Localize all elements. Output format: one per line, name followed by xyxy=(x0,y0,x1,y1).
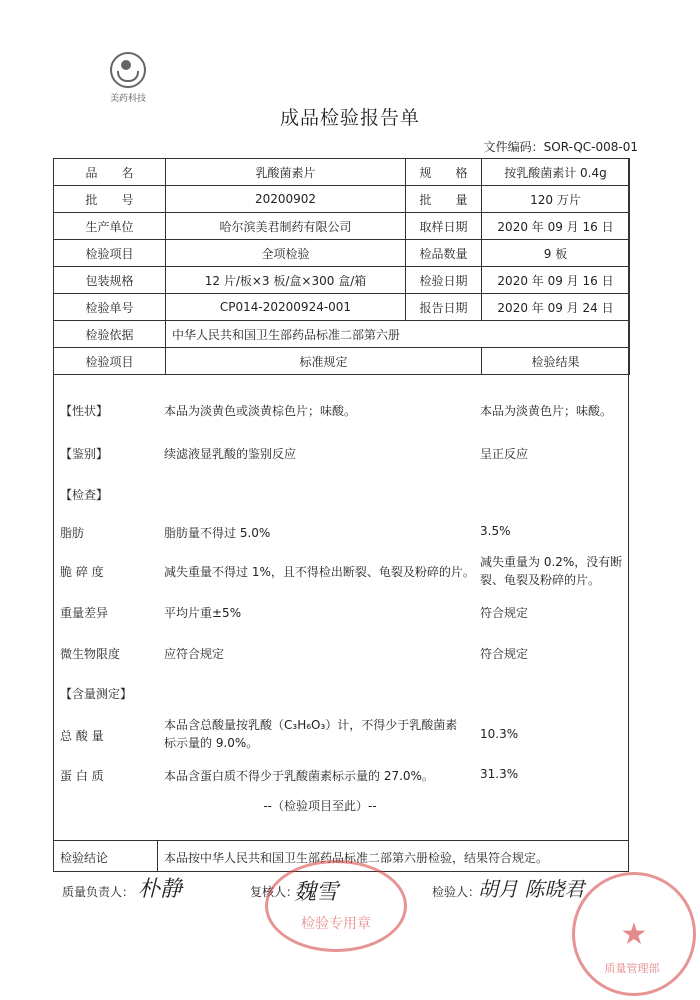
document-title: 成品检验报告单 xyxy=(279,107,420,129)
conclusion-label: 检验结论 xyxy=(60,851,109,865)
review-signature: 魏雪 xyxy=(294,880,339,905)
qa-signature: 朴静 xyxy=(138,877,183,902)
conclusion-divider xyxy=(53,840,629,841)
item-name: 【鉴别】 xyxy=(60,447,109,461)
item-standard: 本品含总酸量按乳酸（C₃H₆O₃）计，不得少于乳酸菌素标示量的 9.0%。 xyxy=(164,718,458,750)
value-name: 乳酸菌素片 xyxy=(166,159,406,186)
item-name: 蛋 白 质 xyxy=(60,769,104,783)
item-standard: 本品含蛋白质不得少于乳酸菌素标示量的 27.0%。 xyxy=(164,769,434,783)
table-row xyxy=(54,213,630,240)
item-name: 微生物限度 xyxy=(60,647,121,661)
table-row xyxy=(54,267,630,294)
item-result: 3.5% xyxy=(480,524,511,538)
item-standard: 本品为淡黄色或淡黄棕色片；味酸。 xyxy=(164,404,357,418)
qa-label: 质量负责人： xyxy=(62,885,135,899)
item-result: 呈正反应 xyxy=(480,447,529,461)
item-standard: 平均片重±5% xyxy=(164,606,242,620)
item-result: 10.3% xyxy=(480,727,519,741)
label-sample-count: 检品数量 xyxy=(406,240,482,267)
label-quantity: 批 量 xyxy=(406,186,482,213)
item-name: 重量差异 xyxy=(60,606,109,620)
review-label: 复核人： xyxy=(250,885,299,899)
label-test-item: 检验项目 xyxy=(54,240,166,267)
table-row xyxy=(54,294,630,321)
value-test-item: 全项检验 xyxy=(166,240,406,267)
label-spec: 规 格 xyxy=(406,159,482,186)
star-icon: ★ xyxy=(620,916,648,952)
value-sample-count: 9 板 xyxy=(482,240,630,267)
logo-text: 美药科技 xyxy=(109,94,146,104)
value-report-no: CP014-20200924-001 xyxy=(166,294,406,321)
item-name: 脂肪 xyxy=(60,526,85,540)
label-name: 品 名 xyxy=(54,159,166,186)
item-result: 本品为淡黄色片；味酸。 xyxy=(480,404,613,418)
stamp-text: 检验专用章 xyxy=(301,916,371,932)
item-standard: 续滤液显乳酸的鉴别反应 xyxy=(164,447,297,461)
item-standard: 应符合规定 xyxy=(164,647,225,661)
value-sampling-date: 2020 年 09 月 16 日 xyxy=(482,213,630,240)
table-row xyxy=(54,186,630,213)
logo-mark-icon xyxy=(110,52,146,88)
table-row xyxy=(54,159,630,186)
file-number: 文件编码：SOR-QC-008-01 xyxy=(483,140,638,154)
company-stamp xyxy=(572,872,696,996)
value-batch: 20200902 xyxy=(166,186,406,213)
col-header-standard: 标准规定 xyxy=(166,348,482,375)
conclusion-col-divider xyxy=(157,840,158,872)
value-manufacturer: 哈尔滨美君制药有限公司 xyxy=(166,213,406,240)
label-basis: 检验依据 xyxy=(54,321,166,348)
value-packaging: 12 片/板×3 板/盒×300 盒/箱 xyxy=(166,267,406,294)
label-packaging: 包装规格 xyxy=(54,267,166,294)
label-sampling-date: 取样日期 xyxy=(406,213,482,240)
end-note: --（检验项目至此）-- xyxy=(263,799,377,813)
value-basis: 中华人民共和国卫生部药品标准二部第六册 xyxy=(166,321,630,348)
label-report-no: 检验单号 xyxy=(54,294,166,321)
table-row xyxy=(54,348,630,375)
item-result: 31.3% xyxy=(480,767,519,781)
item-name: 脆 碎 度 xyxy=(60,565,104,579)
inspect-label: 检验人： xyxy=(432,885,481,899)
item-result: 符合规定 xyxy=(480,606,529,620)
header-table xyxy=(53,158,630,375)
item-result: 符合规定 xyxy=(480,647,529,661)
conclusion-value: 本品按中华人民共和国卫生部药品标准二部第六册检验，结果符合规定。 xyxy=(164,851,549,865)
company-logo xyxy=(104,52,152,104)
label-batch: 批 号 xyxy=(54,186,166,213)
table-row xyxy=(54,240,630,267)
col-header-item: 检验项目 xyxy=(54,348,166,375)
label-report-date: 报告日期 xyxy=(406,294,482,321)
item-standard: 减失重量不得过 1%，且不得检出断裂、龟裂及粉碎的片。 xyxy=(164,565,475,579)
label-manufacturer: 生产单位 xyxy=(54,213,166,240)
section-heading: 【含量测定】 xyxy=(60,687,133,701)
section-heading: 【检查】 xyxy=(60,488,109,502)
item-standard: 脂肪量不得过 5.0% xyxy=(164,526,271,540)
company-stamp-text: 质量管理部 xyxy=(604,962,660,975)
label-test-date: 检验日期 xyxy=(406,267,482,294)
col-header-result: 检验结果 xyxy=(482,348,630,375)
inspect-signature: 胡月 陈晓君 xyxy=(478,877,585,901)
inspection-stamp xyxy=(265,860,407,952)
value-test-date: 2020 年 09 月 16 日 xyxy=(482,267,630,294)
table-row xyxy=(54,321,630,348)
item-result: 减失重量为 0.2%，没有断裂、龟裂及粉碎的片。 xyxy=(480,555,623,587)
value-quantity: 120 万片 xyxy=(482,186,630,213)
value-spec: 按乳酸菌素计 0.4g xyxy=(482,159,630,186)
item-name: 【性状】 xyxy=(60,404,109,418)
item-name: 总 酸 量 xyxy=(60,729,104,743)
value-report-date: 2020 年 09 月 24 日 xyxy=(482,294,630,321)
